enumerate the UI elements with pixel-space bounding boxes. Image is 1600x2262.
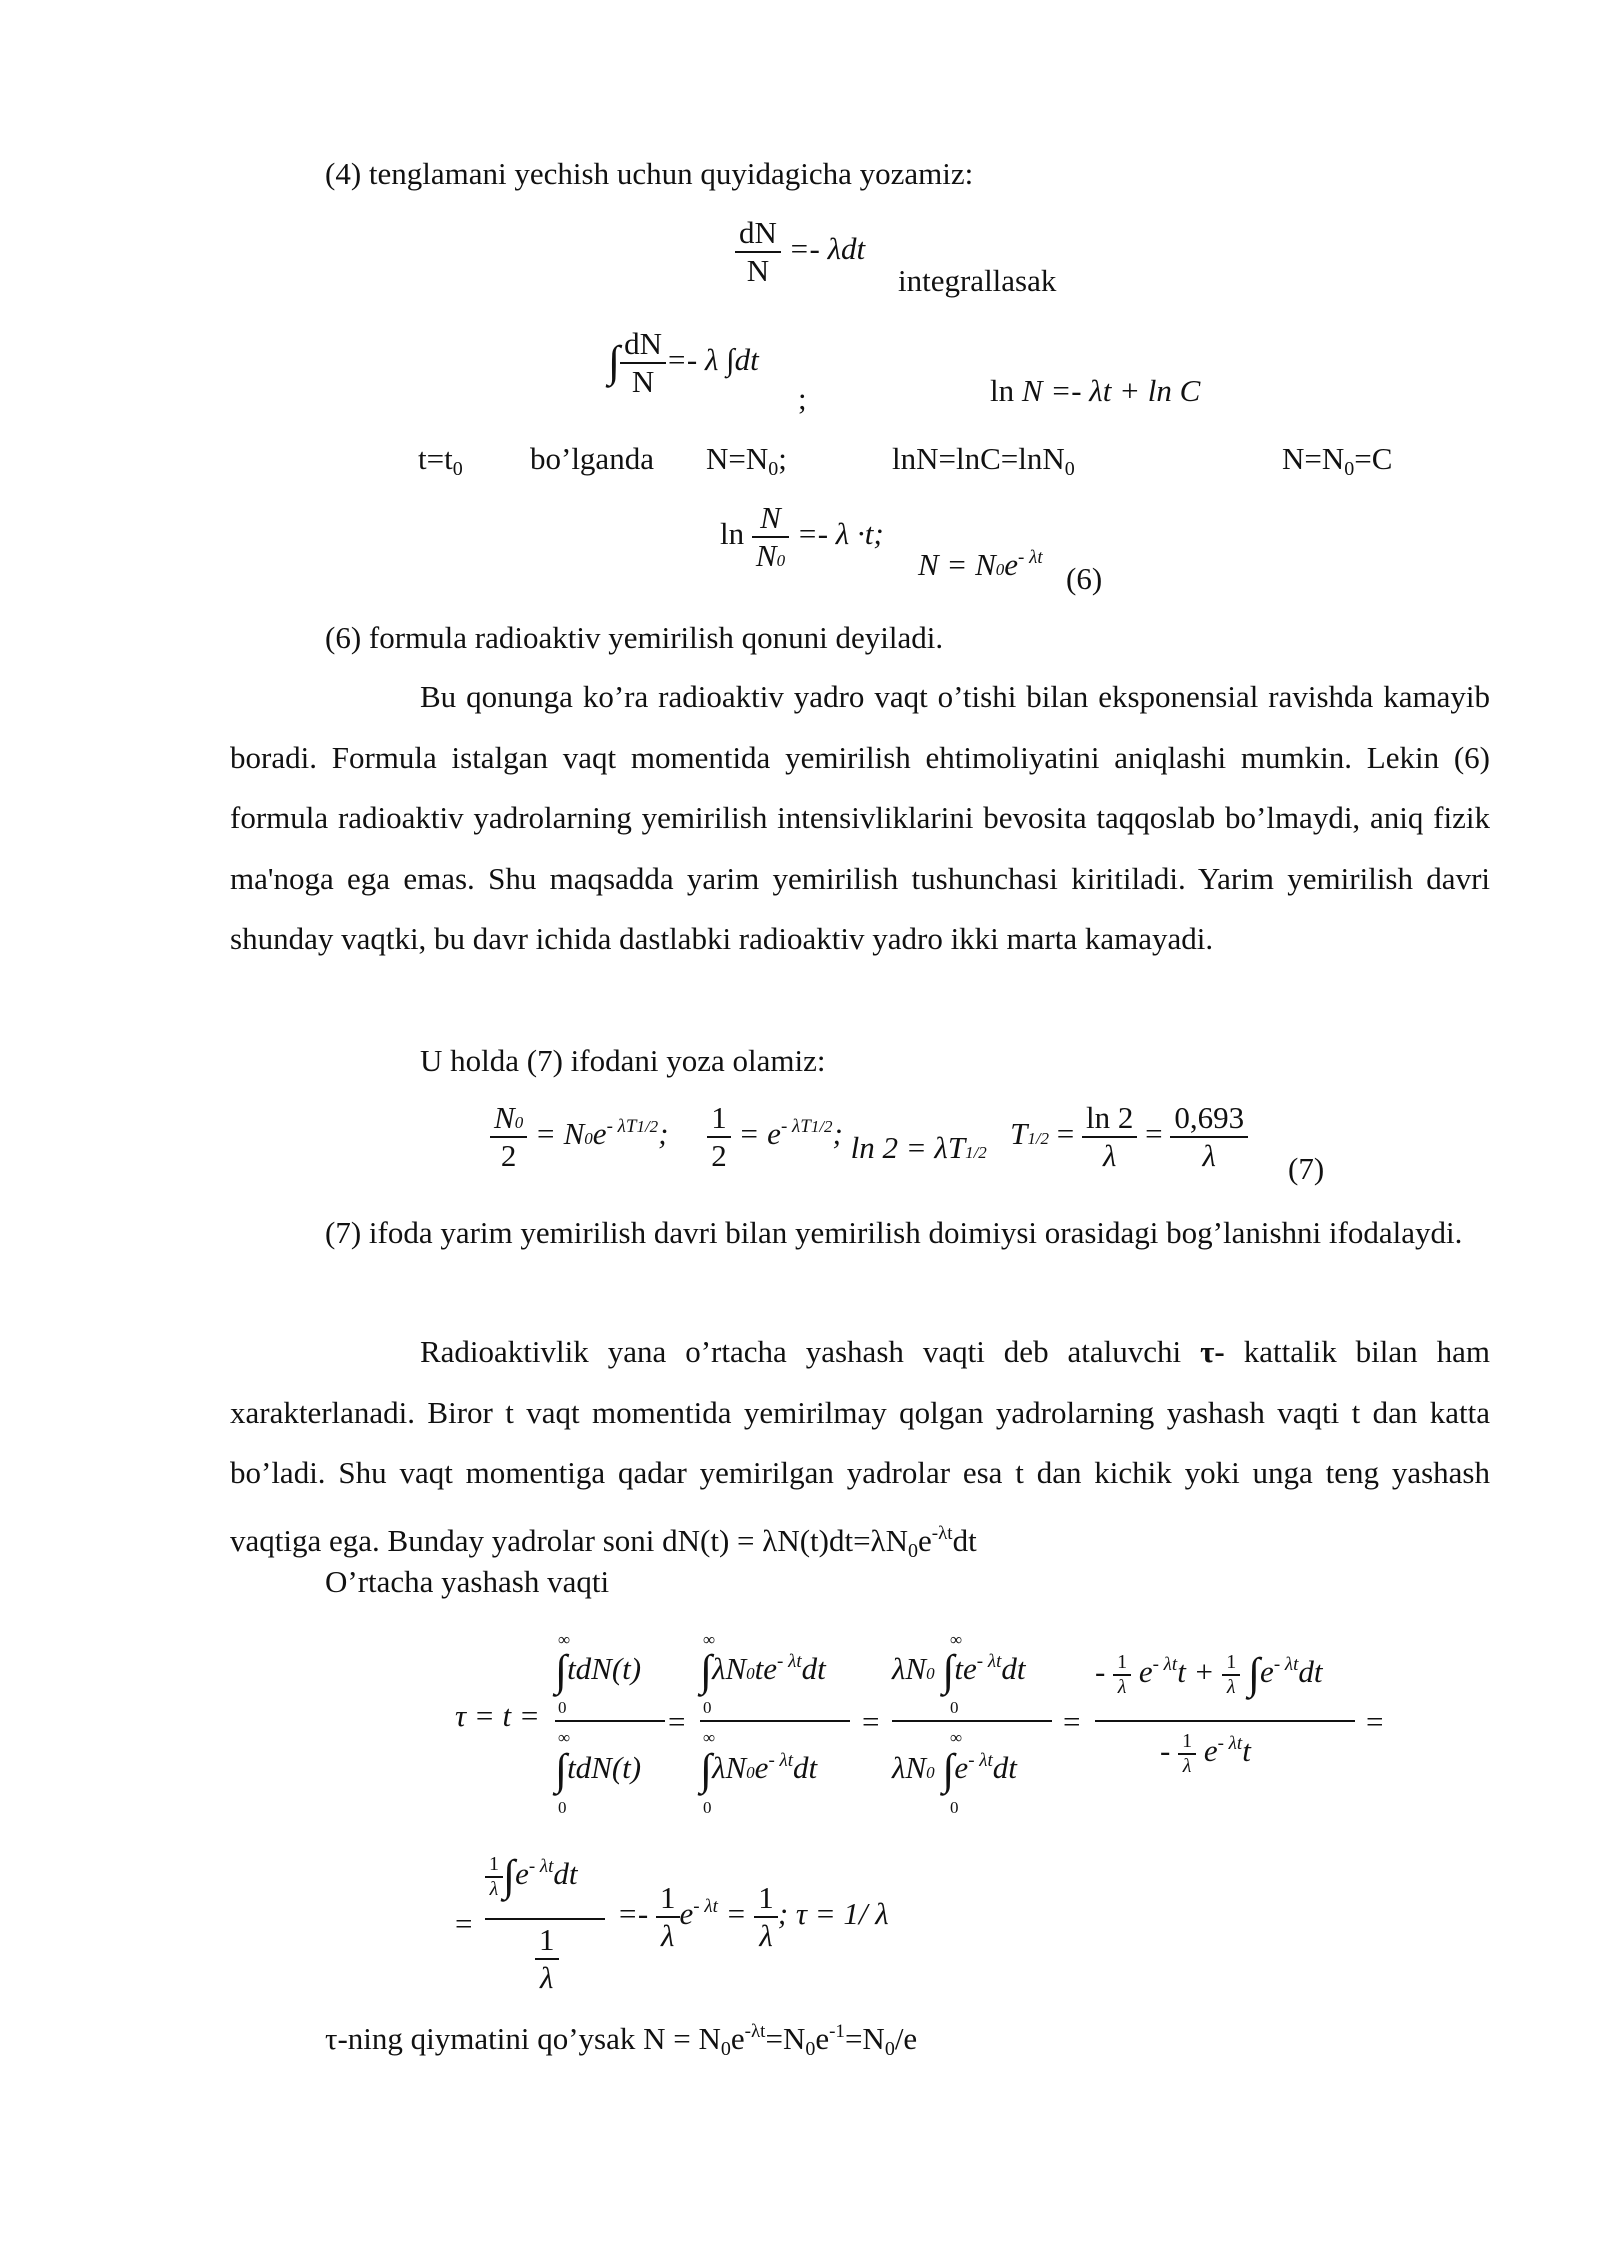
last-line: τ-ning qiymatini qo’ysak $N = N0e^{-\lambda t}=N0e^{-1}=N0/e$ [325, 2021, 918, 2060]
paragraph-3: U holda (7) ifodani yoza olamiz: [420, 1043, 826, 1078]
frac-num: dN [620, 326, 666, 364]
paragraph-5: Radioaktivlik yana o’rtacha yashash vaqti deb ataluvchi τ- kattalik bilan ham xarakterlanadi. Biror t vaqt momentida yemirilmay qolgan yadrolarning yashash vaqti t dan katta bo’ladi. Shu vaqt momentiga qadar yemirilgan yadrolar esa t dan kichik yoki unga teng yashash vaqtiga ega. Bunday yadrolar soni $dN(t) = \lambda N(t)dt=\lambda N0e^{-\lambda t}dt$ [230, 1334, 1490, 1562]
ln-label: ln [990, 373, 1015, 408]
ln-c: C [1179, 373, 1201, 408]
tau-bold: τ- [1200, 1334, 1225, 1369]
intro-line: (4) tenglamani yechish uchun quyidagicha yozamiz: [325, 156, 974, 191]
paragraph-6: O’rtacha yashash vaqti [325, 1564, 610, 1599]
equation-integral [608, 326, 759, 399]
fraction-dn-n-2 [620, 326, 666, 399]
equation-ln [990, 372, 1200, 409]
eq-label-7: (7) [1288, 1151, 1325, 1186]
integral-sign: ∫ [608, 336, 621, 386]
ln-mid: =- λt + ln [1050, 373, 1172, 408]
cond-bolganda: bo’lganda [530, 441, 654, 476]
ln-label: ln [720, 515, 745, 551]
ln-n: N [1021, 373, 1043, 408]
frac-num: dN [735, 215, 781, 253]
fraction-ln2-lambda: $\frac{\ln 2}{\lambda}$ [1082, 1100, 1137, 1173]
cond-t: t=t0 [418, 441, 463, 480]
tau-eq-2: = [862, 1704, 880, 1739]
paragraph-2: Bu qonunga ko’ra radioaktiv yadro vaqt o’tishi bilan eksponensial ravishda kamayib boradi. Formula istalgan vaqt momentida yemirilish ehtimoliyatini aniqlashi mumkin. Lekin (6) formula radioaktiv yadrolarning yemirilish intensivliklarini bevosita taqqoslab bo’lmaydi, aniq fizik ma'noga ega emas. Shu maqsadda yarim yemirilish tushunchasi kiritiladi. Yarim yemirilish davri shunday vaqtki, bu davr ichida dastlabki radioaktiv yadro ikki marta kamayadi. [230, 679, 1490, 956]
integrallasak-text: integrallasak [898, 263, 1057, 298]
tau-eq-4: = [1366, 1704, 1384, 1739]
eq-rhs: =- λ ·t; [796, 515, 884, 551]
frac-num: N [752, 500, 789, 538]
equation-n-exp: $N = N0e^{- \lambda t}$ [918, 547, 1043, 582]
equation-dn-dt [735, 215, 865, 288]
tau-eq-1: = [668, 1704, 686, 1739]
eq-rhs: =- λdt [788, 230, 866, 266]
equation-7: $\frac{N0}{2}$ = $N0e^{- \lambda T1/2}$; $\frac{1}{2}$ = $e^{- \lambda T1/2}$; ln 2 = λT1/2 T1/2 = $\frac{\ln 2}{\lambda}$ = $\frac{0,693}{\lambda}$ [490, 1100, 1248, 1173]
eq-label-6: (6) [1066, 561, 1103, 596]
tau-lhs: τ = t = [455, 1698, 540, 1733]
paragraph-4: (7) ifoda yarim yemirilish davri bilan yemirilish doimiysi orasidagi bog’lanishni ifodalaydi. [325, 1215, 1463, 1250]
fraction-dn-n [735, 215, 781, 288]
fraction-1-2: $\frac{1}{2}$ [707, 1100, 731, 1173]
frac-den: N [746, 252, 770, 288]
paragraph-1: (6) formula radioaktiv yemirilish qonuni deyiladi. [325, 620, 944, 655]
eq-rhs: =- λ ∫dt [665, 341, 759, 377]
cond-n: N=N0; [706, 441, 787, 480]
fraction-0693-lambda: $\frac{0,693}{\lambda}$ [1170, 1100, 1248, 1173]
cond-nc: N=N0=C [1282, 441, 1393, 480]
frac-den: N0 [755, 537, 786, 573]
fraction-n-n0 [752, 500, 789, 573]
tau-eq-3: = [1063, 1704, 1081, 1739]
frac-den: N [631, 363, 655, 399]
semicolon: ; [798, 381, 807, 416]
cond-ln: lnN=lnC=lnN0 [892, 441, 1075, 480]
equation-ln-ratio [720, 500, 884, 573]
fraction-n0-2: $\frac{N0}{2}$ [490, 1100, 527, 1173]
